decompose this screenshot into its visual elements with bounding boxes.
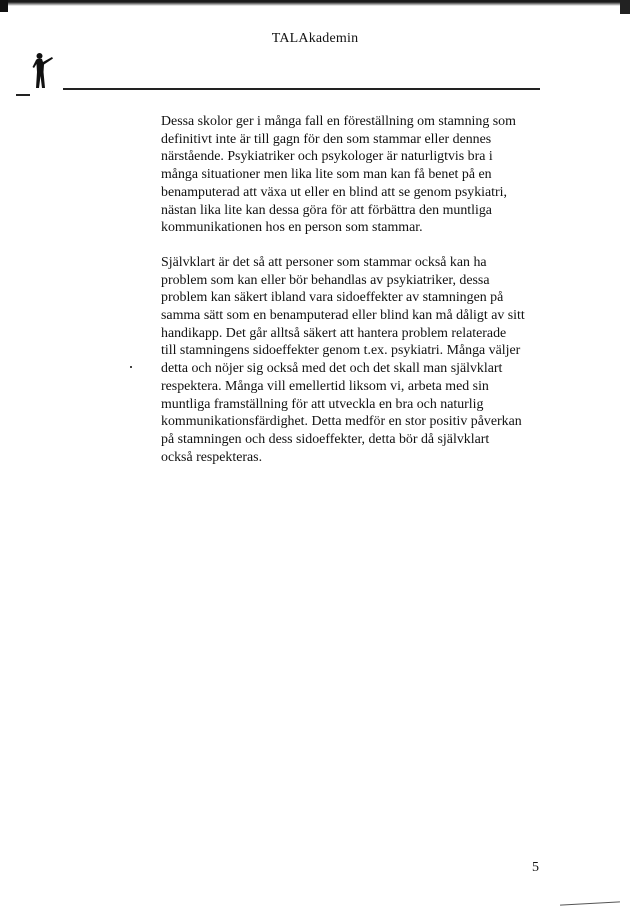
- page-number: 5: [532, 860, 539, 875]
- body-text: [161, 113, 543, 483]
- scan-edge-bottom: [560, 901, 620, 905]
- page-header: TALAkademin: [271, 31, 359, 46]
- scan-corner-right: [620, 0, 630, 14]
- header-rule: [63, 88, 540, 90]
- paragraph-2: Självklart är det så att personer som stammar också kan ha problem som kan eller bör behandlas av psykiatriker, dessa problem kan säkert ibland vara sidoeffekter av stamningen på samma sätt som en benamputerad eller blind kan må dåligt av sitt handikapp. Det går alltså säkert att hantera problem relaterade till stamningens sidoeffekter genom t.ex. psykiatri. Många väljer detta och nöjer sig också med det och det skall man självklart respektera. Många vill emellertid liksom vi, arbeta med sin muntliga framställning för att utveckla en bra och naturlig kommunikationsfärdighet. Detta medför en stor positiv påverkan på stamningen och dess sidoeffekter, detta bör då självklart också respekteras.: [161, 254, 525, 465]
- pointing-figure-icon: [30, 50, 60, 90]
- scan-corner-left: [0, 0, 8, 12]
- scan-shadow-top: [0, 0, 630, 6]
- paragraph-1: Dessa skolor ger i många fall en föreställning om stamning som definitivt inte är till gagn för den som stammar eller dennes närstående. Psykiatriker och psykologer är naturligtvis bra i många situationer men lika lite som man kan få benet på en benamputerad att växa ut eller en blind att se genom psykiatri, nästan lika lite kan dessa göra för att förbättra den muntliga kommunikationen hos en person som stammar.: [161, 114, 516, 236]
- margin-dash: [16, 94, 30, 96]
- scan-speck: [130, 366, 132, 368]
